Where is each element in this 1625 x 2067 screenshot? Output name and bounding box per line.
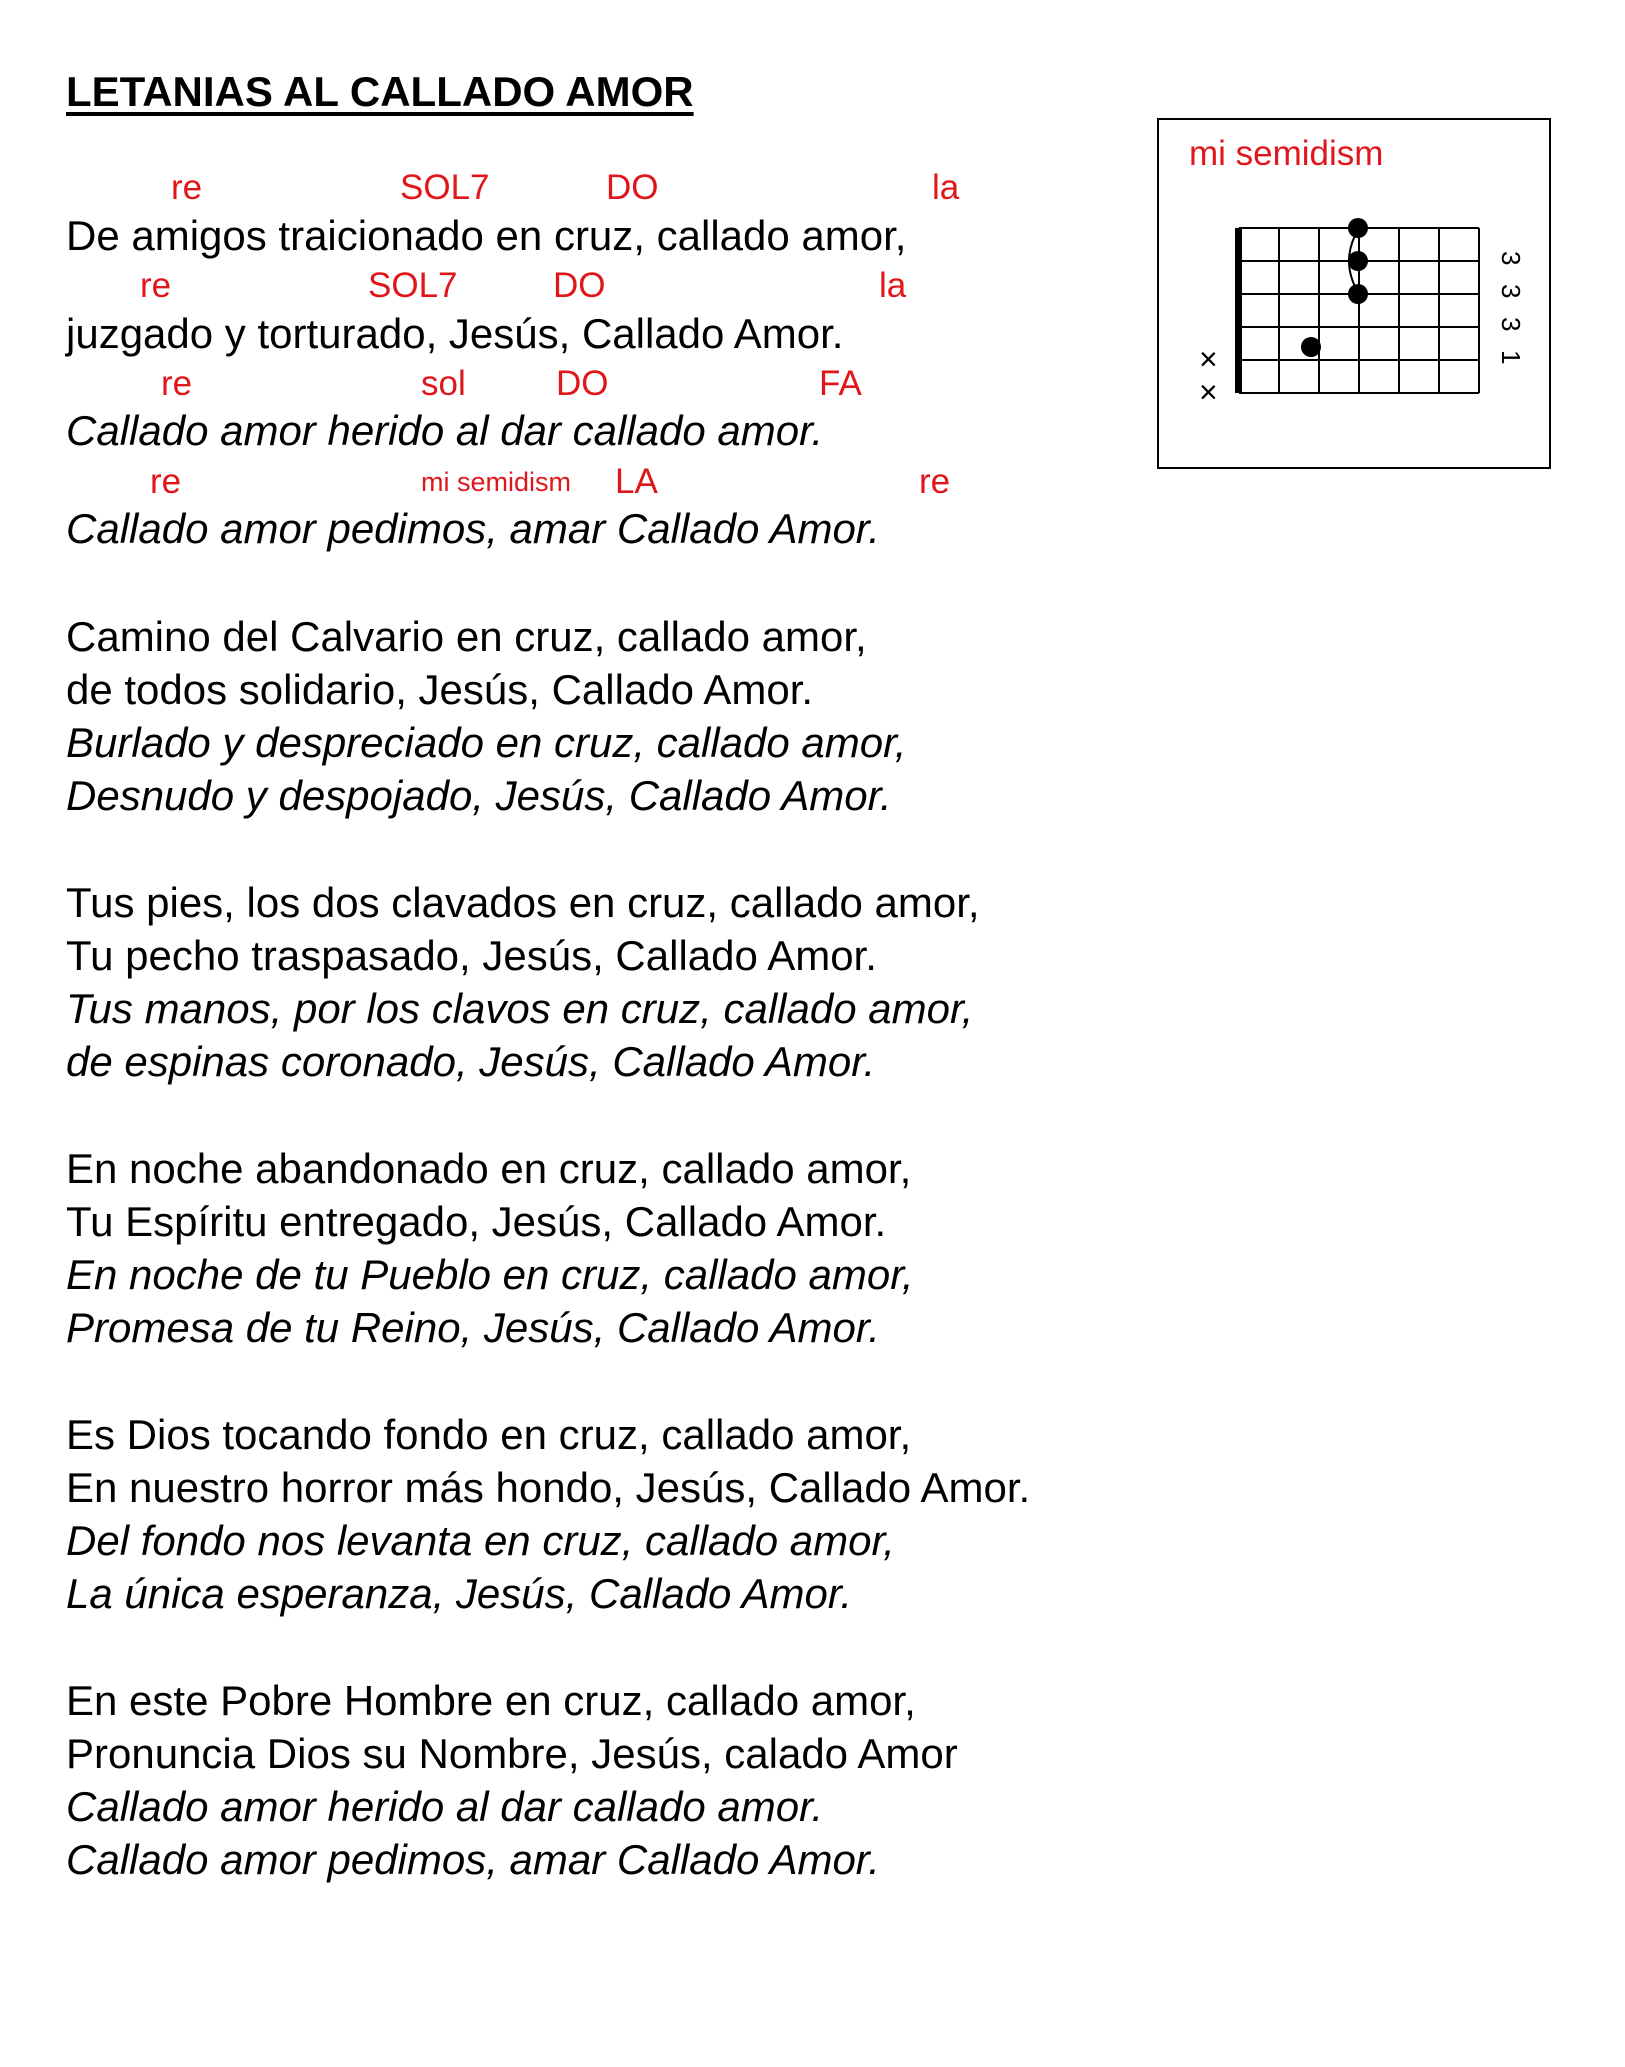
chord: la	[879, 266, 907, 305]
lyric-line: En noche abandonado en cruz, callado amor,	[66, 1145, 912, 1192]
lyric-line: Camino del Calvario en cruz, callado amor,	[66, 613, 867, 660]
chord-line	[0, 264, 1100, 308]
chord-line	[0, 460, 1100, 504]
lyric-line: En nuestro horror más hondo, Jesús, Callado Amor.	[66, 1464, 1031, 1511]
lyric-line: Del fondo nos levanta en cruz, callado amor,	[66, 1517, 895, 1564]
finger-dot	[1348, 284, 1368, 304]
finger-dot	[1348, 218, 1368, 238]
lyric-line: De amigos traicionado en cruz, callado amor,	[66, 212, 907, 259]
lyric-line: En este Pobre Hombre en cruz, callado amor,	[66, 1677, 916, 1724]
chord: re	[140, 266, 172, 305]
lyric-line: Callado amor herido al dar callado amor.	[66, 1783, 824, 1830]
chord-frets	[1279, 228, 1479, 393]
lyric-line: Es Dios tocando fondo en cruz, callado amor,	[66, 1411, 912, 1458]
chord: DO	[606, 168, 659, 207]
chord-line	[0, 362, 1100, 406]
lyric-line: juzgado y torturado, Jesús, Callado Amor.	[66, 310, 844, 357]
chord-diagram-box	[1157, 118, 1551, 469]
chord-diagram-label: mi semidism	[1189, 134, 1384, 173]
lyric-line: de todos solidario, Jesús, Callado Amor.	[66, 666, 814, 713]
fret-number: 3	[1496, 251, 1526, 266]
chord: re	[150, 462, 182, 501]
lyric-line: La única esperanza, Jesús, Callado Amor.	[66, 1570, 852, 1617]
chord: DO	[553, 266, 606, 305]
chord: sol	[421, 364, 466, 403]
chord: SOL7	[400, 168, 490, 207]
chord: LA	[615, 462, 658, 501]
chord-nut	[1235, 228, 1242, 393]
chord: re	[171, 168, 203, 207]
fret-number: 1	[1496, 350, 1526, 365]
chord: la	[932, 168, 960, 207]
chord-diagram	[1159, 120, 1553, 471]
lyric-line: Callado amor pedimos, amar Callado Amor.	[66, 1836, 880, 1883]
lyric-line: Pronuncia Dios su Nombre, Jesús, calado Amor	[66, 1730, 958, 1777]
chord: SOL7	[368, 266, 458, 305]
finger-dot	[1301, 337, 1321, 357]
lyric-line: Desnudo y despojado, Jesús, Callado Amor.	[66, 772, 892, 819]
lyric-line: En noche de tu Pueblo en cruz, callado amor,	[66, 1251, 914, 1298]
muted-string-marker: ×	[1199, 374, 1218, 410]
lyric-line: Callado amor pedimos, amar Callado Amor.	[66, 505, 880, 552]
chord: FA	[819, 364, 862, 403]
lyric-line: de espinas coronado, Jesús, Callado Amor.	[66, 1038, 876, 1085]
lyric-line: Tus manos, por los clavos en cruz, callado amor,	[66, 985, 974, 1032]
chord: re	[919, 462, 951, 501]
chord: mi semidism	[421, 467, 572, 497]
lyric-line: Callado amor herido al dar callado amor.	[66, 407, 824, 454]
muted-string-marker: ×	[1199, 341, 1218, 377]
fret-number: 3	[1496, 284, 1526, 299]
lyric-line: Burlado y despreciado en cruz, callado amor,	[66, 719, 907, 766]
chord: DO	[556, 364, 609, 403]
chord-line	[0, 166, 1100, 210]
lyric-line: Promesa de tu Reino, Jesús, Callado Amor.	[66, 1304, 880, 1351]
finger-dot	[1348, 251, 1368, 271]
lyric-line: Tus pies, los dos clavados en cruz, callado amor,	[66, 879, 980, 926]
chord: re	[161, 364, 193, 403]
fret-number: 3	[1496, 317, 1526, 332]
lyric-line: Tu pecho traspasado, Jesús, Callado Amor.	[66, 932, 877, 979]
song-title: LETANIAS AL CALLADO AMOR	[66, 68, 694, 115]
lyric-line: Tu Espíritu entregado, Jesús, Callado Amor.	[66, 1198, 887, 1245]
